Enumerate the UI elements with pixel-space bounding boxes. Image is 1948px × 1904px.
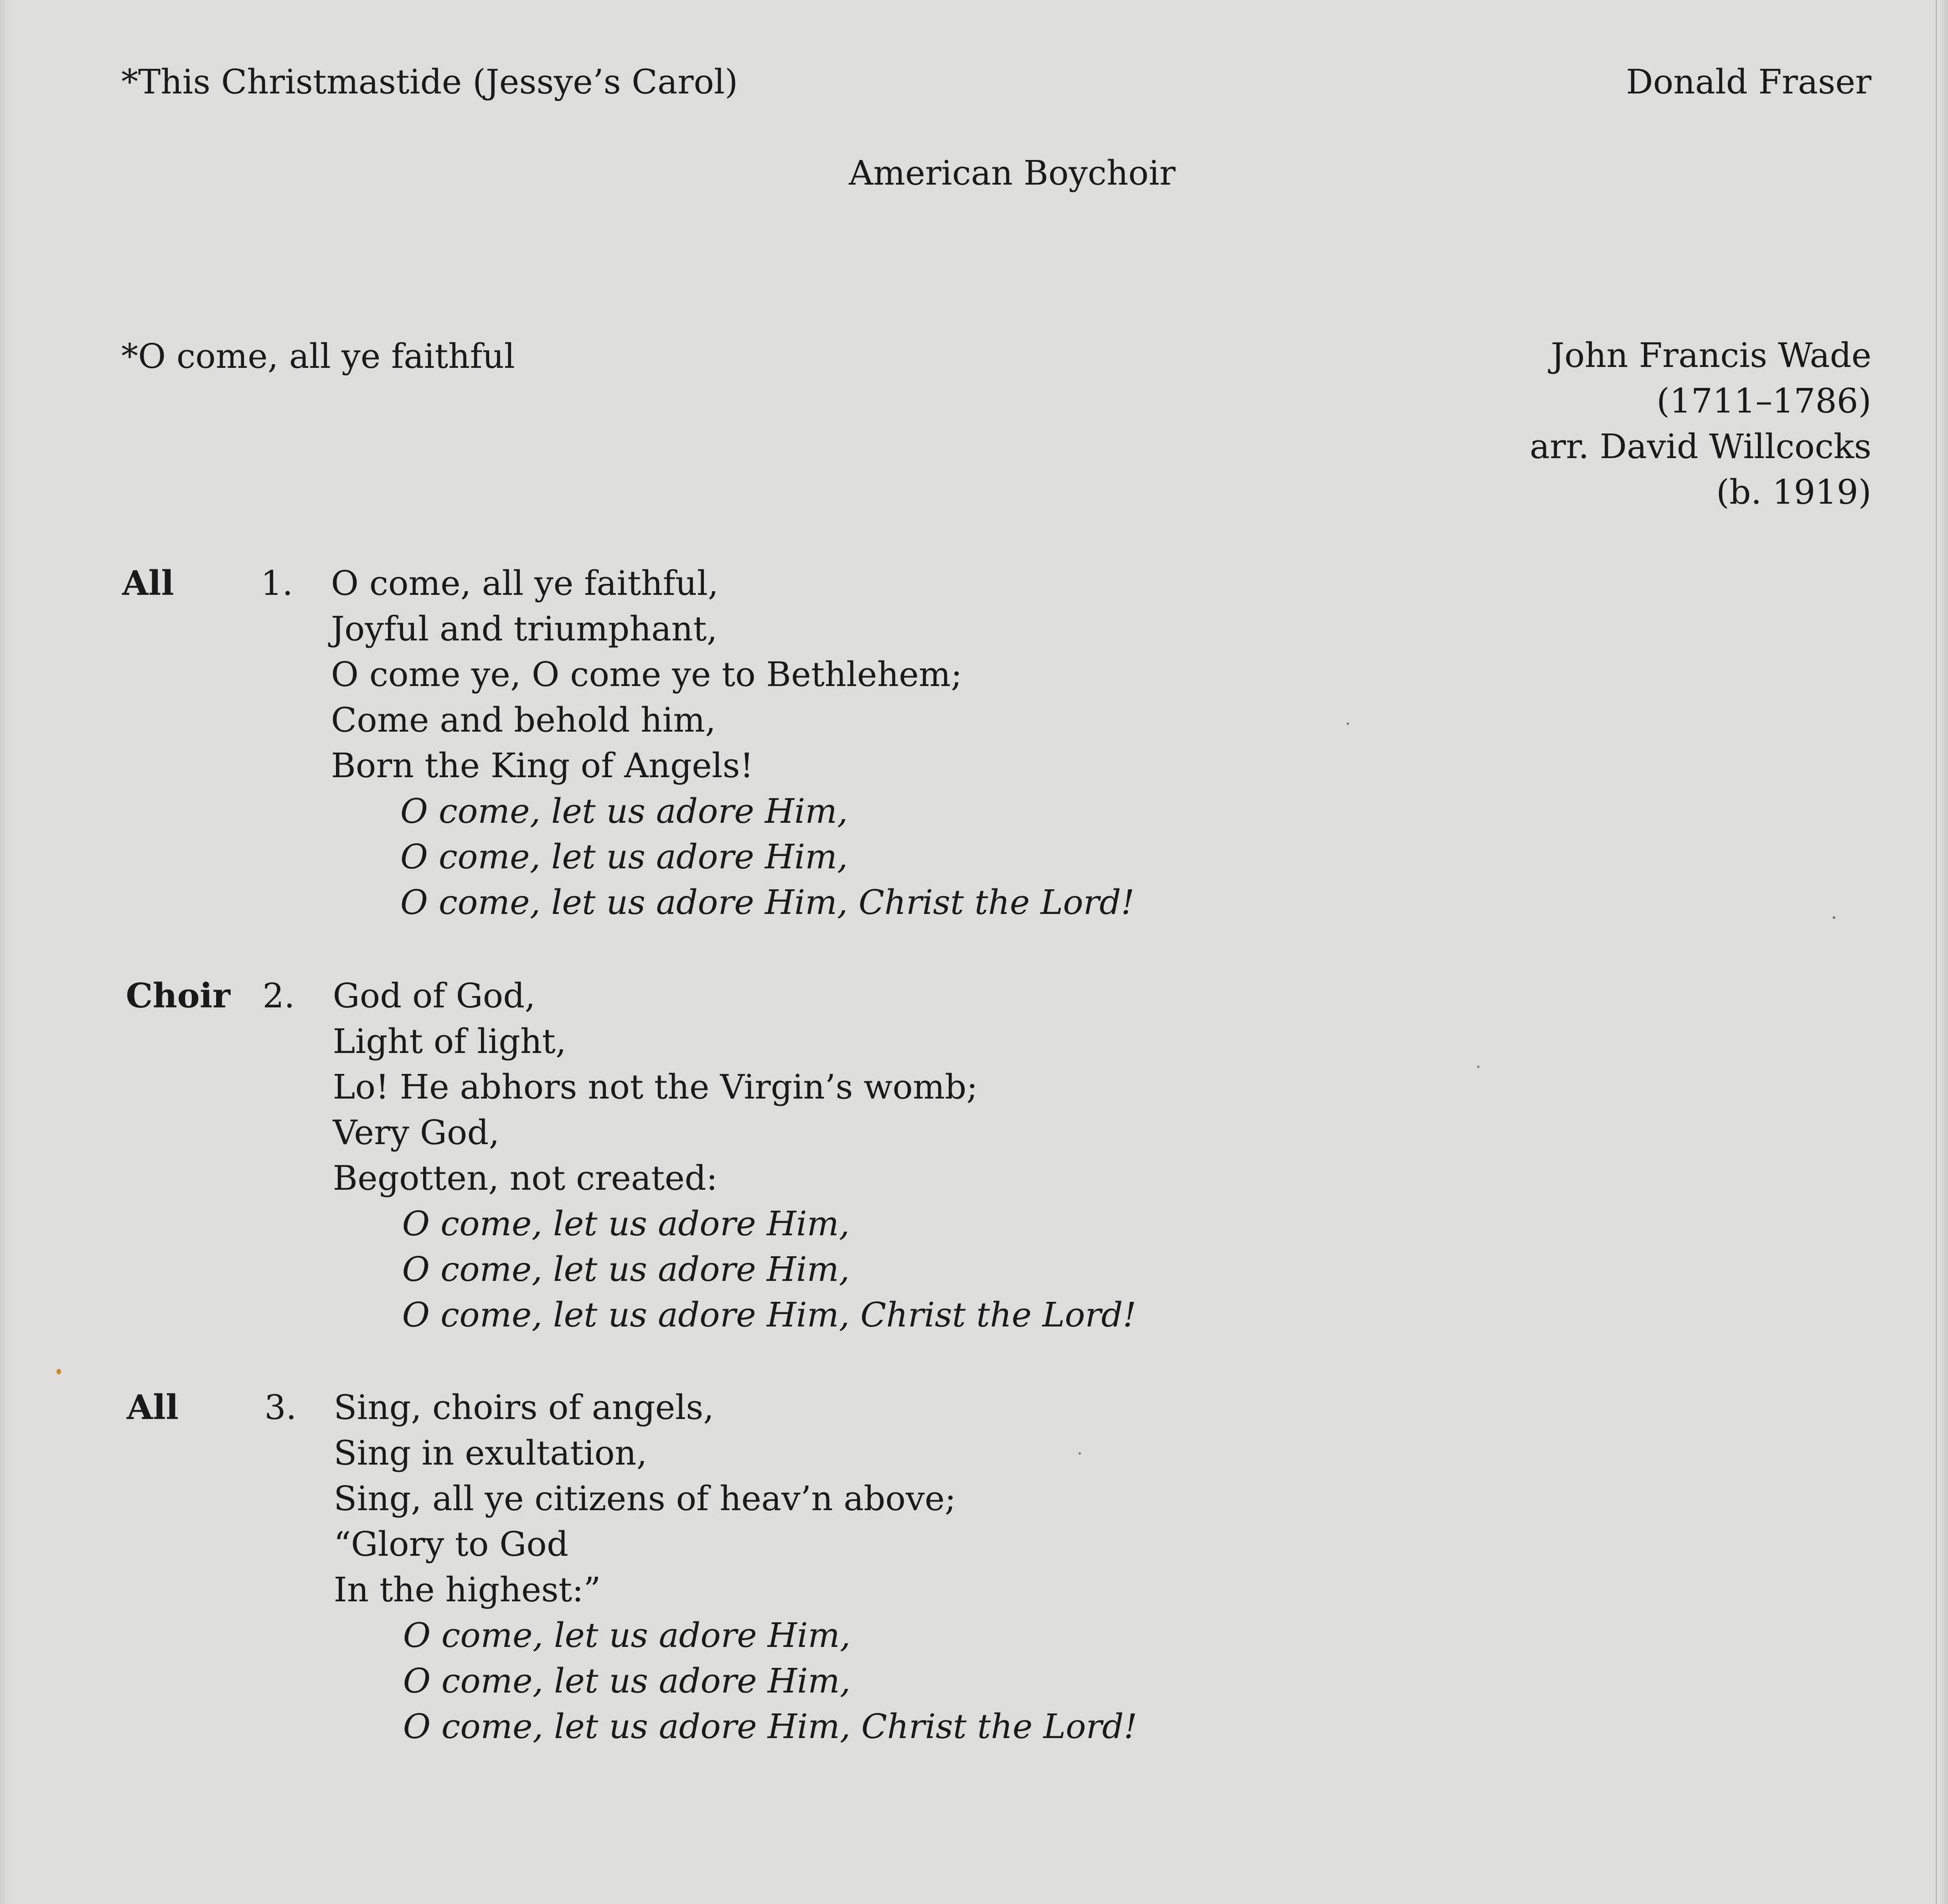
verse-line: Come and behold him, — [331, 701, 716, 740]
paper-speck — [1477, 1066, 1479, 1068]
verse-line: Light of light, — [333, 1022, 567, 1061]
verse-line: Sing in exultation, — [334, 1434, 647, 1473]
composer-line: (1711–1786) — [1656, 382, 1871, 421]
verse-line: O come ye, O come ye to Bethlehem; — [331, 655, 962, 694]
refrain-line: O come, let us adore Him, — [400, 792, 848, 831]
verse-line: Sing, choirs of angels, — [334, 1388, 714, 1427]
composer-line: (b. 1919) — [1716, 473, 1871, 512]
refrain-line: O come, let us adore Him, Christ the Lord! — [400, 883, 1135, 922]
verse-line: Born the King of Angels! — [331, 746, 754, 785]
refrain-line: O come, let us adore Him, Christ the Lord! — [402, 1295, 1137, 1335]
verse-line: O come, all ye faithful, — [331, 564, 719, 603]
verse-number: 1. — [261, 564, 293, 603]
verse-number: 3. — [264, 1388, 297, 1427]
paper-speck — [1347, 722, 1349, 725]
refrain-line: O come, let us adore Him, — [402, 1204, 850, 1244]
paper-speck — [1079, 1452, 1081, 1455]
verse-line: Very God, — [333, 1113, 500, 1152]
verse-lines — [334, 1385, 1137, 1749]
verse-number: 2. — [263, 976, 295, 1016]
hymn-composer-credit — [1529, 333, 1871, 515]
verse-performer: All — [127, 1388, 179, 1427]
verse-line: God of God, — [333, 976, 536, 1016]
performer-name: American Boychoir — [849, 154, 1176, 193]
hymn-title: *O come, all ye faithful — [121, 337, 515, 376]
refrain-line: O come, let us adore Him, — [402, 1250, 850, 1289]
piece-title: *This Christmastide (Jessye’s Carol) — [121, 62, 738, 102]
refrain-line: O come, let us adore Him, Christ the Lord! — [403, 1707, 1137, 1746]
page-edge-left — [0, 0, 8, 1904]
verse-performer: Choir — [126, 976, 231, 1016]
verse-line: Joyful and triumphant, — [331, 609, 718, 649]
verse-line: Begotten, not created: — [333, 1159, 718, 1198]
refrain-line: O come, let us adore Him, — [403, 1661, 851, 1701]
verse-line: “Glory to God — [334, 1525, 568, 1564]
piece-composer: Donald Fraser — [1626, 62, 1871, 102]
verse-performer: All — [122, 564, 174, 603]
composer-line: John Francis Wade — [1550, 336, 1871, 375]
verse-line: Lo! He abhors not the Virgin’s womb; — [333, 1068, 978, 1107]
verse-line: In the highest:” — [334, 1570, 601, 1610]
page-edge-right — [1936, 0, 1948, 1904]
verse-lines — [331, 561, 1135, 925]
refrain-line: O come, let us adore Him, — [400, 837, 848, 877]
verse-lines — [333, 973, 1137, 1338]
composer-line: arr. David Willcocks — [1529, 427, 1871, 466]
paper-speck — [57, 1369, 61, 1374]
refrain-line: O come, let us adore Him, — [403, 1616, 851, 1655]
verse-line: Sing, all ye citizens of heav’n above; — [334, 1479, 956, 1518]
paper-speck — [1833, 916, 1835, 919]
